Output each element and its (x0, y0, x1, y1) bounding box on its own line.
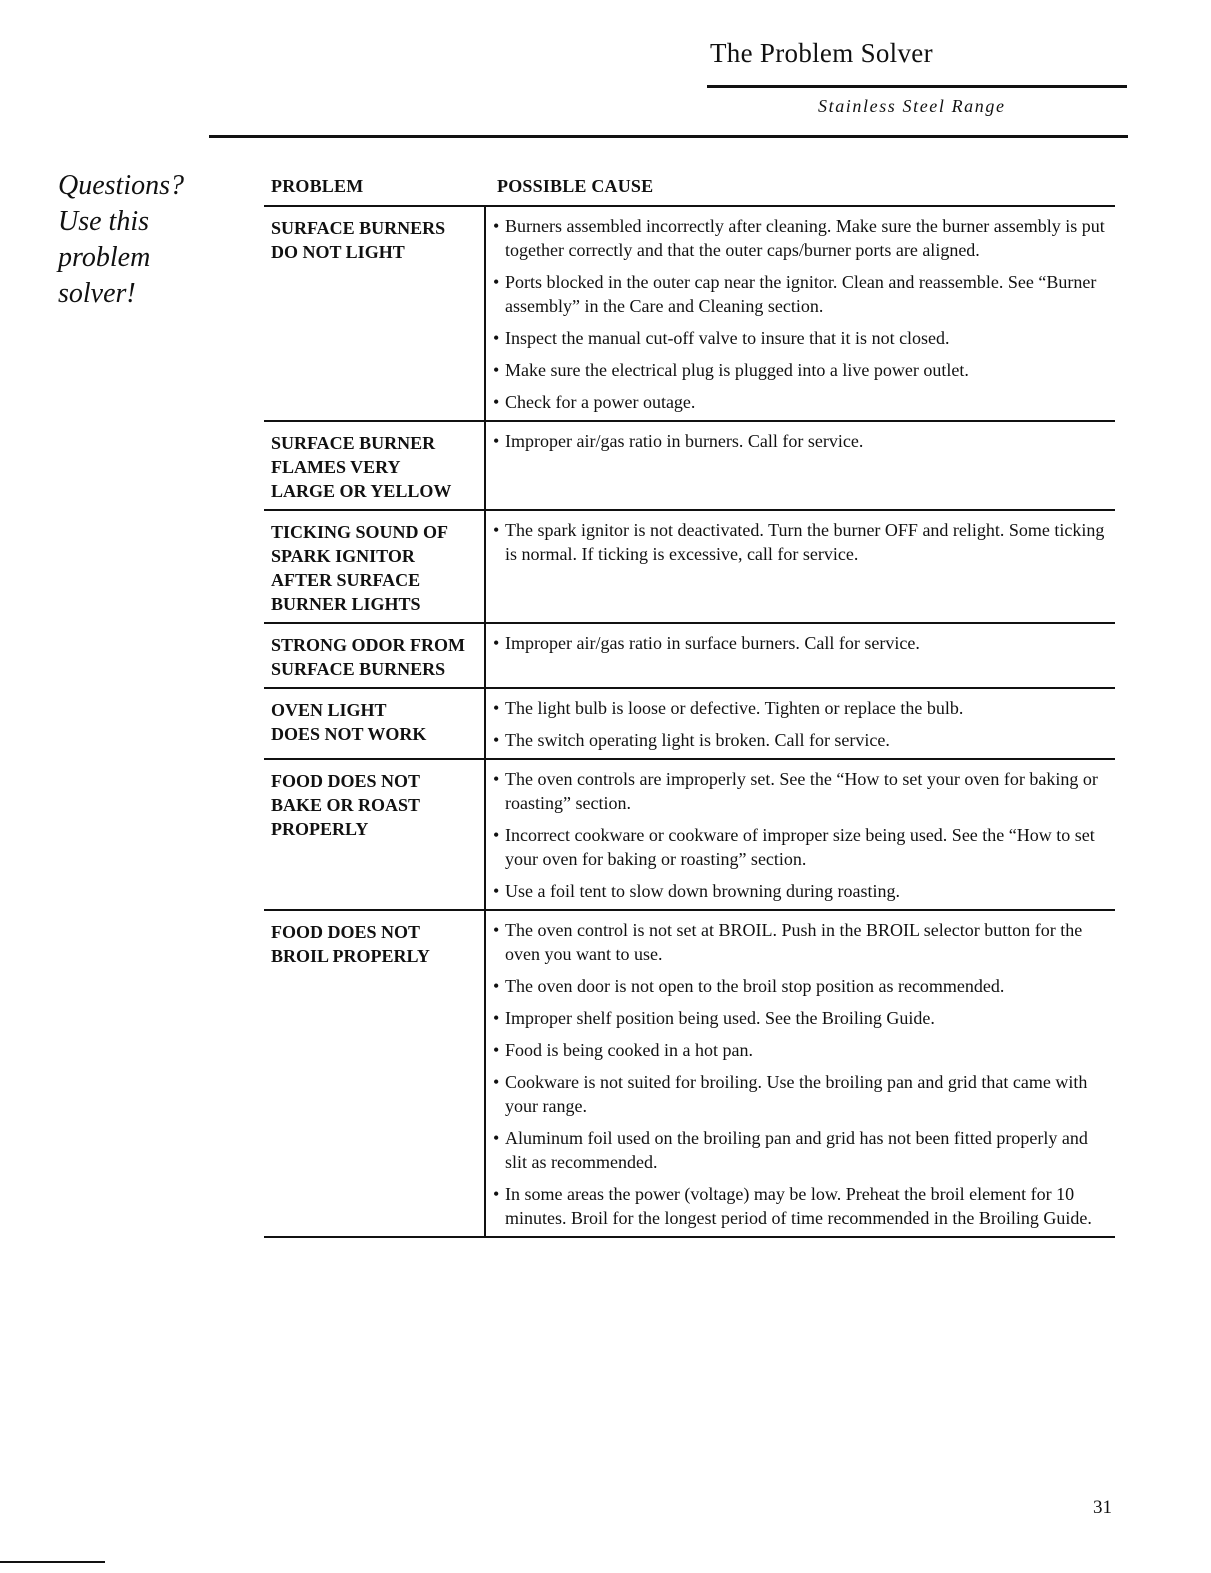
cause-text: In some areas the power (voltage) may be low. Preheat the broil element for 10 minutes. Broil for the longest period of time recommended in the Broiling Guide. (505, 1184, 1092, 1228)
bullet-icon: • (493, 431, 500, 451)
list-item (493, 390, 1115, 414)
cause-text: Cookware is not suited for broiling. Use the broiling pan and grid that came with your range. (505, 1072, 1088, 1116)
list-item (493, 728, 1115, 752)
problem-cell: FOOD DOES NOT BROIL PROPERLY (264, 911, 486, 1236)
list-item (493, 270, 1115, 318)
table-row (264, 205, 1115, 420)
list-item (493, 823, 1115, 871)
list-item (493, 1006, 1115, 1030)
bullet-icon: • (493, 360, 500, 380)
cause-text: Make sure the electrical plug is plugged into a live power outlet. (505, 360, 969, 380)
list-item (493, 358, 1115, 382)
bullet-icon: • (493, 769, 500, 789)
bullet-icon: • (493, 920, 500, 940)
cause-text: Improper shelf position being used. See the Broiling Guide. (505, 1008, 935, 1028)
list-item (493, 1126, 1115, 1174)
bullet-icon: • (493, 730, 500, 750)
bullet-icon: • (493, 633, 500, 653)
cause-text: The light bulb is loose or defective. Tighten or replace the bulb. (505, 698, 964, 718)
problem-cell: OVEN LIGHT DOES NOT WORK (264, 689, 486, 758)
list-item (493, 767, 1115, 815)
list-item (493, 879, 1115, 903)
list-item (493, 1182, 1115, 1230)
side-note-line: Use this (58, 206, 149, 237)
bullet-icon: • (493, 1128, 500, 1148)
problem-cell: SURFACE BURNERS DO NOT LIGHT (264, 207, 486, 420)
list-item (493, 974, 1115, 998)
table-row (264, 420, 1115, 509)
cause-text: Improper air/gas ratio in surface burners. Call for service. (505, 633, 920, 653)
cause-text: Aluminum foil used on the broiling pan and grid has not been fitted properly and slit as recommended. (505, 1128, 1088, 1172)
cause-text: The oven door is not open to the broil stop position as recommended. (505, 976, 1005, 996)
bullet-icon: • (493, 392, 500, 412)
possible-cause-cell (486, 689, 1115, 758)
possible-cause-cell (486, 207, 1115, 420)
bullet-icon: • (493, 1184, 500, 1204)
table-row (264, 622, 1115, 687)
possible-cause-cell (486, 911, 1115, 1236)
side-note-line: problem (58, 242, 151, 273)
list-item (493, 696, 1115, 720)
bullet-icon: • (493, 881, 500, 901)
cause-text: The oven control is not set at BROIL. Push in the BROIL selector button for the oven you want to use. (505, 920, 1083, 964)
side-note-line: Questions? (58, 170, 184, 201)
bullet-icon: • (493, 1008, 500, 1028)
list-item (493, 326, 1115, 350)
bullet-icon: • (493, 698, 500, 718)
bullet-icon: • (493, 976, 500, 996)
column-header-problem: PROBLEM (271, 176, 364, 196)
bullet-icon: • (493, 216, 500, 236)
problem-cell: FOOD DOES NOT BAKE OR ROAST PROPERLY (264, 760, 486, 909)
cause-text: Incorrect cookware or cookware of improper size being used. See the “How to set your oven for baking or roasting” section. (505, 825, 1095, 869)
list-item (493, 631, 1115, 655)
column-header-possible-cause: POSSIBLE CAUSE (497, 176, 654, 196)
possible-cause-cell (486, 624, 1115, 687)
problem-cell: SURFACE BURNER FLAMES VERY LARGE OR YELLOW (264, 422, 486, 509)
list-item (493, 1038, 1115, 1062)
problem-table (264, 205, 1115, 1238)
list-item (493, 429, 1115, 453)
side-note-line: solver! (58, 278, 136, 309)
side-note (58, 168, 208, 312)
page-title: The Problem Solver (710, 38, 933, 68)
bullet-icon: • (493, 272, 500, 292)
list-item (493, 214, 1115, 262)
table-row (264, 509, 1115, 622)
footer-rule (0, 1561, 105, 1563)
cause-text: Food is being cooked in a hot pan. (505, 1040, 753, 1060)
possible-cause-cell (486, 511, 1115, 622)
table-row (264, 909, 1115, 1238)
problem-cell: STRONG ODOR FROM SURFACE BURNERS (264, 624, 486, 687)
cause-text: Burners assembled incorrectly after cleaning. Make sure the burner assembly is put together correctly and that the outer caps/burner ports are aligned. (505, 216, 1105, 260)
page-subtitle: Stainless Steel Range (818, 96, 1006, 116)
possible-cause-cell (486, 422, 1115, 509)
bullet-icon: • (493, 1040, 500, 1060)
page-number: 31 (1093, 1497, 1112, 1518)
bullet-icon: • (493, 520, 500, 540)
cause-text: The switch operating light is broken. Call for service. (505, 730, 890, 750)
problem-cell: TICKING SOUND OF SPARK IGNITOR AFTER SURFACE BURNER LIGHTS (264, 511, 486, 622)
cause-text: Improper air/gas ratio in burners. Call for service. (505, 431, 864, 451)
table-row (264, 687, 1115, 758)
cause-text: Ports blocked in the outer cap near the ignitor. Clean and reassemble. See “Burner assembly” in the Care and Cleaning section. (505, 272, 1097, 316)
possible-cause-cell (486, 760, 1115, 909)
list-item (493, 518, 1115, 566)
cause-text: Check for a power outage. (505, 392, 696, 412)
table-row (264, 758, 1115, 909)
cause-text: The oven controls are improperly set. See the “How to set your oven for baking or roasting” section. (505, 769, 1098, 813)
cause-text: Inspect the manual cut-off valve to insure that it is not closed. (505, 328, 950, 348)
cause-text: Use a foil tent to slow down browning during roasting. (505, 881, 900, 901)
list-item (493, 1070, 1115, 1118)
bullet-icon: • (493, 328, 500, 348)
list-item (493, 918, 1115, 966)
bullet-icon: • (493, 1072, 500, 1092)
bullet-icon: • (493, 825, 500, 845)
cause-text: The spark ignitor is not deactivated. Turn the burner OFF and relight. Some ticking is normal. If ticking is excessive, call for service. (505, 520, 1105, 564)
header-rule (209, 135, 1128, 138)
title-rule (707, 85, 1127, 88)
